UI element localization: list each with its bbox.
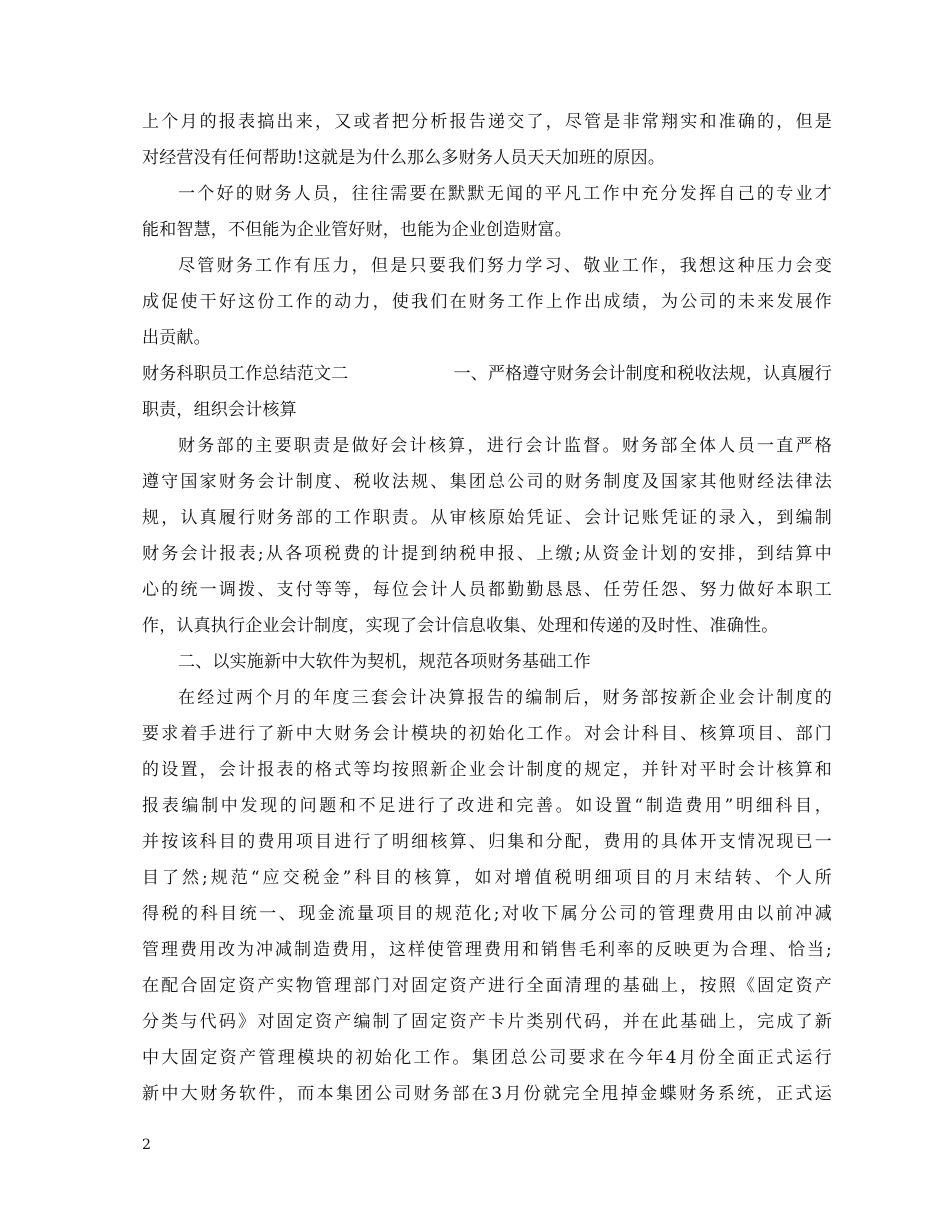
text-line: 得税的科目统一、现金流量项目的规范化;对收下属分公司的管理费用由以前冲减 (142, 904, 832, 924)
text-line: 财务会计报表;从各项税费的计提到纳税申报、上缴;从资金计划的安排，到结算中 (142, 544, 832, 564)
text-line: 目了然;规范“应交税金”科目的核算，如对增值税明细项目的月末结转、个人所 (142, 868, 832, 888)
text-line: 对经营没有任何帮助!这就是为什么那么多财务人员天天加班的原因。 (142, 148, 666, 168)
text-line: 分类与代码》对固定资产编制了固定资产卡片类别代码，并在此基础上，完成了新 (142, 1012, 832, 1032)
paragraph-first-line: 一个好的财务人员，往往需要在默默无闻的平凡工作中充分发挥自己的专业才 (178, 184, 832, 204)
text-line: 报表编制中发现的问题和不足进行了改进和完善。如设置“制造费用”明细科目， (142, 796, 832, 816)
document-body (142, 104, 832, 1112)
text-line: 的设置，会计报表的格式等均按照新企业会计制度的规定，并针对平时会计核算和 (142, 760, 832, 780)
text-line: 成促使干好这份工作的动力，使我们在财务工作上作出成绩，为公司的未来发展作 (142, 292, 832, 312)
text-line: 中大固定资产管理模块的初始化工作。集团总公司要求在今年4月份全面正式运行 (142, 1048, 832, 1068)
text-line: 能和智慧，不但能为企业管好财，也能为企业创造财富。 (142, 220, 572, 240)
text-line: 出贡献。 (142, 328, 211, 348)
text-line: 管理费用改为冲减制造费用，这样使管理费用和销售毛利率的反映更为合理、恰当; (142, 940, 832, 960)
section-subtitle: 一、严格遵守财务会计制度和税收法规，认真履行 (453, 364, 832, 384)
text-line: 心的统一调拨、支付等等，每位会计人员都勤勤恳恳、任劳任怨、努力做好本职工 (142, 580, 832, 600)
text-line: 新中大财务软件，而本集团公司财务部在3月份就完全甩掉金蝶财务系统，正式运 (142, 1084, 832, 1104)
text-line: 上个月的报表搞出来，又或者把分析报告递交了，尽管是非常翔实和准确的，但是 (142, 112, 832, 132)
text-line: 职责，组织会计核算 (142, 400, 297, 420)
text-line: 遵守国家财务会计制度、税收法规、集团总公司的财务制度及国家其他财经法律法 (142, 472, 832, 492)
text-line: 作，认真执行企业会计制度，实现了会计信息收集、处理和传递的及时性、准确性。 (142, 616, 779, 636)
subheading-line: 二、以实施新中大软件为契机，规范各项财务基础工作 (178, 652, 591, 672)
text-line: 并按该科目的费用项目进行了明细核算、归集和分配，费用的具体开支情况现已一 (142, 832, 832, 852)
paragraph-first-line: 尽管财务工作有压力，但是只要我们努力学习、敬业工作，我想这种压力会变 (178, 256, 832, 276)
text-line: 在配合固定资产实物管理部门对固定资产进行全面清理的基础上，按照《固定资产 (142, 976, 832, 996)
text-line: 规，认真履行财务部的工作职责。从审核原始凭证、会计记账凭证的录入，到编制 (142, 508, 832, 528)
page-number: 2 (142, 1137, 151, 1153)
paragraph-first-line: 在经过两个月的年度三套会计决算报告的编制后，财务部按新企业会计制度的 (178, 688, 832, 708)
section-title: 财务科职员工作总结范文二 (142, 364, 349, 384)
paragraph-first-line: 财务部的主要职责是做好会计核算，进行会计监督。财务部全体人员一直严格 (178, 436, 832, 456)
text-line: 要求着手进行了新中大财务会计模块的初始化工作。对会计科目、核算项目、部门 (142, 724, 832, 744)
section-heading (142, 356, 832, 392)
